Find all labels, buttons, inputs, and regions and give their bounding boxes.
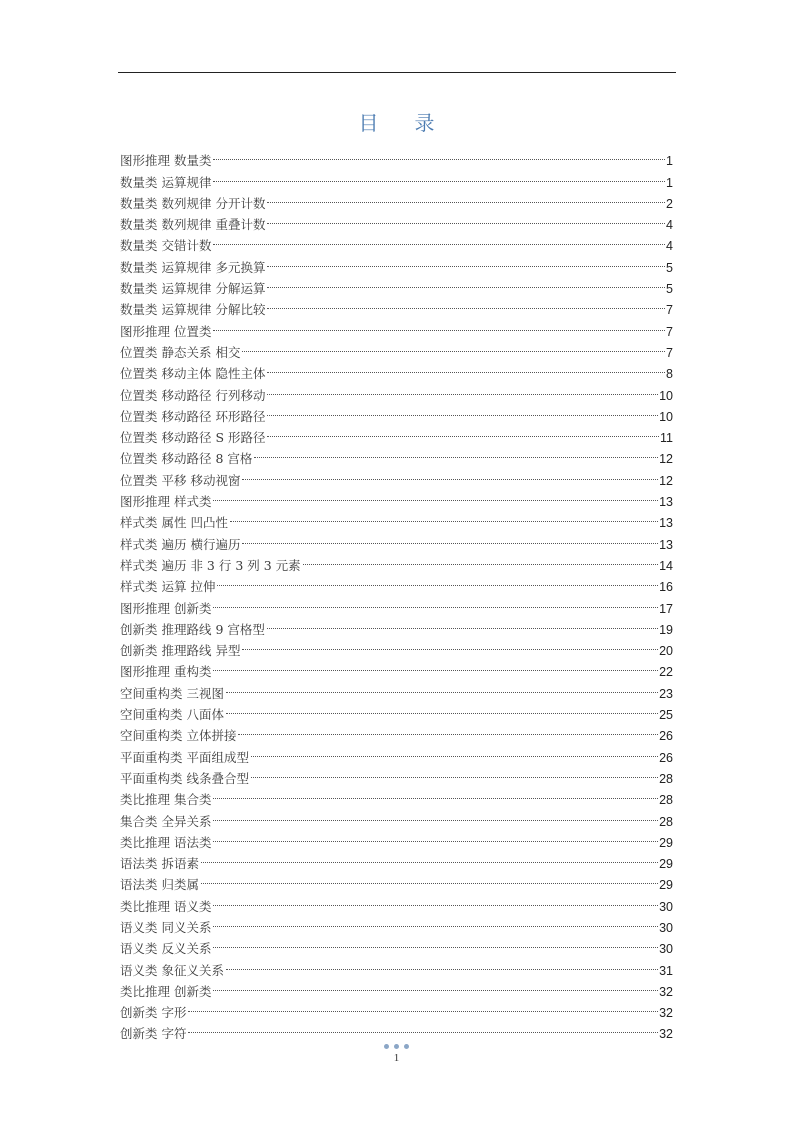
toc-entry-title: 创新类 推理路线 异型 — [120, 643, 241, 659]
toc-page-number: 19 — [659, 622, 673, 637]
toc-entry-title: 语法类 归类属 — [120, 877, 199, 893]
dot-leader — [213, 889, 658, 910]
toc-entry-title: 数量类 运算规律 分解运算 — [120, 281, 266, 297]
toc-entry-title: 语法类 拆语素 — [120, 856, 199, 872]
dot-leader — [213, 783, 658, 804]
toc-entry-title: 类比推理 语法类 — [120, 834, 212, 850]
toc-entry-title: 样式类 遍历 非 3 行 3 列 3 元素 — [120, 557, 301, 573]
toc-entry-title: 图形推理 创新类 — [120, 600, 212, 616]
toc-page-number: 30 — [659, 942, 673, 957]
toc-page-number: 10 — [659, 388, 673, 403]
dot-leader — [303, 549, 658, 570]
toc-entry-title: 数量类 数列规律 重叠计数 — [120, 217, 266, 233]
dot-leader — [254, 442, 658, 463]
toc-page-number: 12 — [659, 452, 673, 467]
toc-entry-title: 位置类 移动路径 S 形路径 — [120, 430, 266, 446]
dot-leader — [201, 868, 658, 889]
toc-page-number: 25 — [659, 708, 673, 723]
toc-entry-title: 数量类 运算规律 分解比较 — [120, 302, 266, 318]
toc-entry-title: 数量类 数列规律 分开计数 — [120, 195, 266, 211]
footer-decoration — [0, 1044, 793, 1049]
toc-entry-title: 位置类 移动主体 隐性主体 — [120, 366, 266, 382]
title-char-1: 目 — [358, 111, 415, 135]
toc-page-number: 2 — [666, 196, 673, 211]
toc-page-number: 29 — [659, 878, 673, 893]
toc-page-number: 32 — [659, 1006, 673, 1021]
dot-leader — [188, 996, 658, 1017]
dot-leader — [267, 250, 665, 271]
toc-page-number: 13 — [659, 537, 673, 552]
toc-entry-title: 数量类 运算规律 — [120, 174, 212, 190]
dot-leader — [201, 847, 658, 868]
dot-leader — [238, 719, 658, 740]
dot-leader — [213, 314, 665, 335]
toc-entry[interactable] — [120, 889, 673, 914]
header-rule — [118, 72, 676, 73]
toc-page-number: 5 — [666, 282, 673, 297]
toc-entry-title: 语义类 同义关系 — [120, 919, 212, 935]
dot-leader — [226, 676, 658, 697]
toc-entry-title: 空间重构类 八面体 — [120, 707, 224, 723]
toc-page-number: 7 — [666, 303, 673, 318]
dot-leader — [213, 144, 665, 165]
dot-leader — [226, 698, 658, 719]
dot-leader — [251, 762, 658, 783]
dot-leader — [267, 293, 665, 314]
toc-entry-title: 类比推理 语义类 — [120, 898, 212, 914]
toc-entry-title: 类比推理 创新类 — [120, 983, 212, 999]
toc-entry-title: 位置类 移动路径 环形路径 — [120, 408, 266, 424]
toc-page-number: 7 — [666, 345, 673, 360]
toc-entry-title: 样式类 属性 凹凸性 — [120, 515, 228, 531]
toc-page-number: 8 — [666, 367, 673, 382]
toc-entry-title: 平面重构类 平面组成型 — [120, 749, 249, 765]
toc-entry[interactable] — [120, 868, 673, 893]
toc-page-number: 10 — [659, 409, 673, 424]
dot-leader — [213, 804, 658, 825]
toc-entry-title: 创新类 推理路线 9 宫格型 — [120, 621, 265, 637]
toc-entry-title: 图形推理 位置类 — [120, 323, 212, 339]
toc-page-number: 32 — [659, 984, 673, 999]
toc-page-number: 12 — [659, 473, 673, 488]
toc-page-number: 20 — [659, 644, 673, 659]
toc-entry-title: 空间重构类 三视图 — [120, 685, 224, 701]
toc-entry-title: 样式类 遍历 横行遍历 — [120, 536, 241, 552]
toc-page-number: 22 — [659, 665, 673, 680]
toc-entry[interactable] — [120, 144, 673, 169]
toc-page-number: 4 — [666, 218, 673, 233]
toc-entry-title: 创新类 字符 — [120, 1026, 187, 1042]
dot-leader — [267, 421, 659, 442]
dot-leader — [188, 1017, 658, 1038]
toc-page-number: 28 — [659, 814, 673, 829]
toc-page-number: 11 — [660, 431, 673, 446]
toc-entry-title: 集合类 全异关系 — [120, 813, 212, 829]
toc-page-number: 1 — [666, 154, 673, 169]
toc-entry-title: 位置类 平移 移动视窗 — [120, 472, 241, 488]
toc-entry-title: 图形推理 样式类 — [120, 494, 212, 510]
dot-leader — [213, 975, 658, 996]
dot-icon — [394, 1044, 399, 1049]
toc-page-number: 32 — [659, 1027, 673, 1042]
page-number: 1 — [393, 1052, 400, 1064]
dot-leader — [230, 506, 658, 527]
toc-page-number: 7 — [666, 324, 673, 339]
dot-leader — [267, 187, 665, 208]
dot-leader — [267, 378, 658, 399]
toc-entry-title: 样式类 运算 拉伸 — [120, 579, 216, 595]
toc-page-number: 13 — [659, 516, 673, 531]
dot-leader — [213, 229, 665, 250]
toc-entry-title: 图形推理 数量类 — [120, 153, 212, 169]
dot-leader — [267, 272, 665, 293]
dot-leader — [251, 740, 658, 761]
dot-leader — [213, 485, 658, 506]
toc-entry-title: 数量类 交错计数 — [120, 238, 212, 254]
toc-entry[interactable] — [120, 847, 673, 872]
toc-page-number: 30 — [659, 920, 673, 935]
toc-page-number: 23 — [659, 686, 673, 701]
toc-page-number: 16 — [659, 580, 673, 595]
dot-leader — [267, 613, 658, 634]
dot-leader — [267, 357, 665, 378]
dot-leader — [213, 591, 658, 612]
toc-page-number: 5 — [666, 260, 673, 275]
toc-page-number: 13 — [659, 495, 673, 510]
dot-leader — [213, 655, 658, 676]
table-of-contents — [120, 144, 673, 1042]
dot-leader — [267, 400, 658, 421]
dot-leader — [213, 932, 658, 953]
toc-page-number: 28 — [659, 771, 673, 786]
toc-page-number: 30 — [659, 899, 673, 914]
toc-entry-title: 位置类 静态关系 相交 — [120, 344, 241, 360]
toc-page-number: 26 — [659, 750, 673, 765]
toc-entry[interactable] — [120, 996, 673, 1021]
toc-page-number: 26 — [659, 729, 673, 744]
toc-entry-title: 位置类 移动路径 行列移动 — [120, 387, 266, 403]
toc-entry-title: 类比推理 集合类 — [120, 792, 212, 808]
toc-entry-title: 平面重构类 线条叠合型 — [120, 770, 249, 786]
toc-page-number: 28 — [659, 793, 673, 808]
toc-page-number: 29 — [659, 835, 673, 850]
toc-entry[interactable] — [120, 1017, 673, 1042]
dot-leader — [226, 953, 658, 974]
dot-icon — [404, 1044, 409, 1049]
toc-entry-title: 语义类 象征义关系 — [120, 962, 224, 978]
toc-page-number: 14 — [659, 558, 673, 573]
dot-icon — [384, 1044, 389, 1049]
page-title — [0, 108, 793, 138]
dot-leader — [242, 463, 658, 484]
toc-entry-title: 空间重构类 立体拼接 — [120, 728, 237, 744]
dot-leader — [213, 826, 658, 847]
dot-leader — [217, 570, 658, 591]
toc-page-number: 29 — [659, 857, 673, 872]
toc-entry-title: 位置类 移动路径 8 宫格 — [120, 451, 253, 467]
toc-entry-title: 创新类 字形 — [120, 1005, 187, 1021]
dot-leader — [267, 208, 665, 229]
toc-entry-title: 图形推理 重构类 — [120, 664, 212, 680]
toc-page-number: 1 — [666, 175, 673, 190]
dot-leader — [213, 911, 658, 932]
dot-leader — [242, 336, 665, 357]
dot-leader — [242, 634, 658, 655]
dot-leader — [242, 527, 658, 548]
toc-entry-title: 语义类 反义关系 — [120, 941, 212, 957]
title-char-2: 录 — [414, 111, 471, 135]
toc-page-number: 31 — [659, 963, 673, 978]
toc-page-number: 4 — [666, 239, 673, 254]
toc-entry-title: 数量类 运算规律 多元换算 — [120, 259, 266, 275]
toc-page-number: 17 — [659, 601, 673, 616]
dot-leader — [213, 165, 665, 186]
